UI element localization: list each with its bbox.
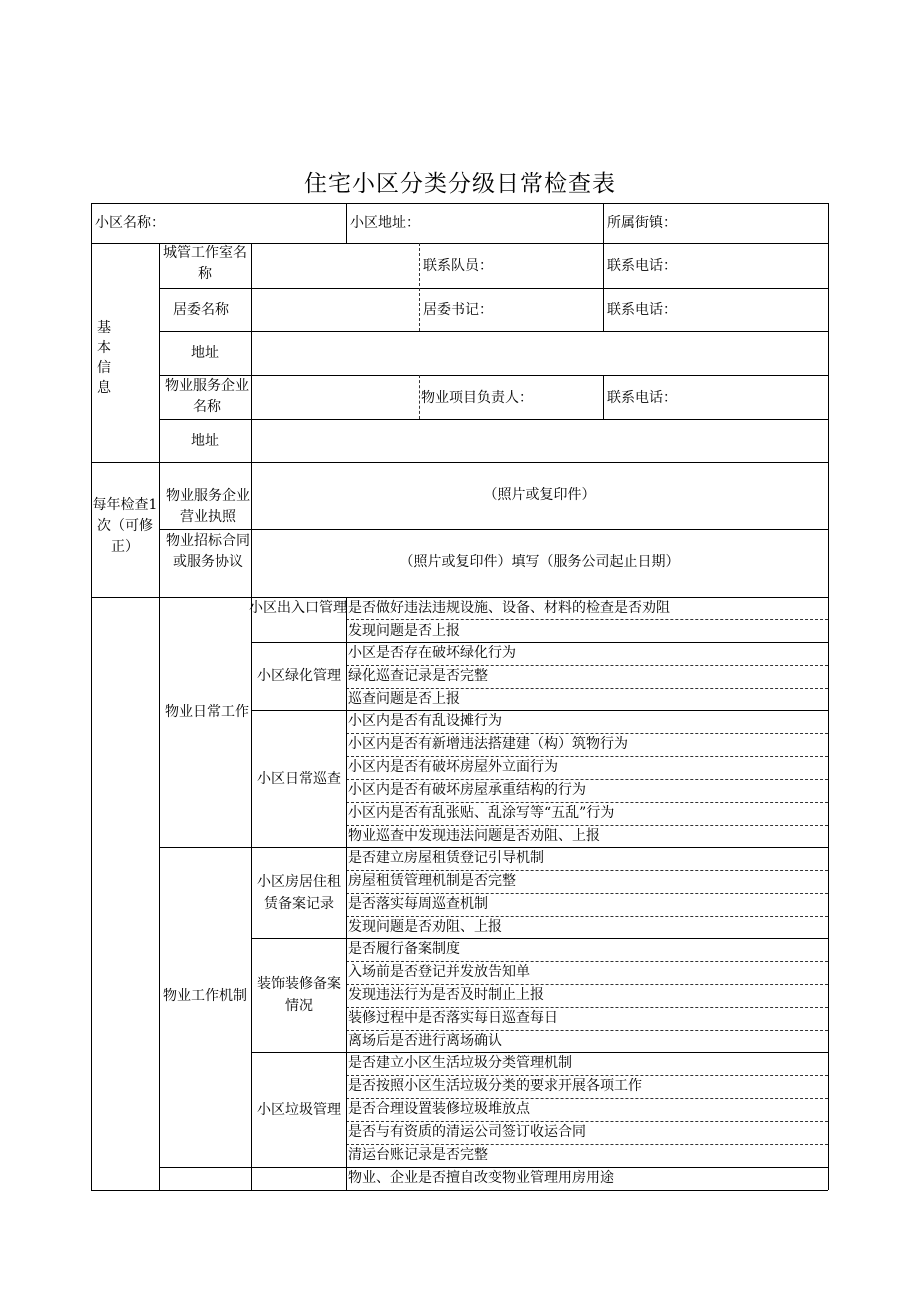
check-item: 物业巡查中发现违法问题是否劝阻、上报: [348, 828, 600, 844]
project-manager-label: 物业项目负责人：: [421, 390, 533, 406]
category-daily-work: 物业日常工作: [165, 704, 249, 720]
check-item: 小区是否存在破坏绿化行为: [348, 645, 516, 661]
check-item: 是否履行备案制度: [348, 941, 460, 957]
check-item: 是否与有资质的清运公司签订收运合同: [348, 1124, 586, 1140]
service-contract-note: （照片或复印件）填写（服务公司起止日期）: [399, 554, 680, 570]
contact-phone-label-1: 联系电话：: [607, 258, 677, 274]
sub-garbage-management: 小区垃圾管理: [257, 1102, 341, 1118]
office-name-label: 城管工作室名称: [163, 245, 247, 282]
property-company-label: 物业服务企业名称: [165, 378, 249, 415]
check-item: 发现违法行为是否及时制止上报: [348, 987, 544, 1003]
service-contract-label: 物业招标合同或服务协议: [166, 533, 250, 570]
check-item: 是否合理设置装修垃圾堆放点: [348, 1101, 530, 1117]
contact-phone-label-3: 联系电话：: [607, 390, 677, 406]
annual-check-section-label: 每年检查1次（可修正）: [92, 497, 158, 555]
check-item: 小区内是否有破坏房屋承重结构的行为: [348, 782, 586, 798]
committee-secretary-label: 居委书记：: [423, 302, 493, 318]
subdistrict-label: 所属街镇：: [607, 215, 677, 231]
page-title: 住宅小区分类分级日常检查表: [304, 171, 616, 197]
sub-entrance-management: 小区出入口管理: [249, 600, 347, 616]
check-item: 小区内是否有乱设摊行为: [348, 713, 502, 729]
check-item: 小区内是否有乱张贴、乱涂写等“五乱”行为: [348, 805, 615, 821]
check-item: 是否做好违法违规设施、设备、材料的检查是否劝阻: [348, 600, 670, 616]
community-name-label: 小区名称：: [95, 215, 165, 231]
category-work-mechanism: 物业工作机制: [163, 988, 247, 1004]
check-item: 离场后是否进行离场确认: [348, 1033, 502, 1049]
check-item: 入场前是否登记并发放告知单: [348, 964, 530, 980]
check-item: 巡查问题是否上报: [348, 691, 460, 707]
sub-greening-management: 小区绿化管理: [257, 668, 341, 684]
check-item: 物业、企业是否擅自改变物业管理用房用途: [348, 1170, 614, 1186]
business-license-note: （照片或复印件）: [483, 487, 596, 503]
check-item: 是否建立小区生活垃圾分类管理机制: [348, 1055, 572, 1071]
check-item: 是否按照小区生活垃圾分类的要求开展各项工作: [348, 1078, 642, 1094]
sub-decoration-record: 装饰装修备案情况: [257, 976, 341, 1014]
check-item: 房屋租赁管理机制是否完整: [348, 873, 516, 889]
check-item: 清运台账记录是否完整: [348, 1147, 488, 1163]
check-item: 发现问题是否上报: [348, 623, 460, 639]
check-item: 小区内是否有破坏房屋外立面行为: [348, 759, 558, 775]
sub-daily-patrol: 小区日常巡查: [257, 771, 341, 787]
community-address-label: 小区地址：: [350, 215, 420, 231]
check-item: 绿化巡查记录是否完整: [348, 668, 488, 684]
check-item: 是否建立房屋租赁登记引导机制: [348, 850, 544, 866]
check-item: 小区内是否有新增违法搭建建（构）筑物行为: [348, 736, 628, 752]
check-item: 装修过程中是否落实每日巡查每日: [348, 1010, 558, 1026]
check-item: 是否落实每周巡查机制: [348, 896, 488, 912]
contact-member-label: 联系队员：: [423, 258, 493, 274]
address-label-2: 地址: [191, 433, 219, 449]
sub-rental-record: 小区房居住租赁备案记录: [257, 874, 341, 912]
check-item: 发现问题是否劝阻、上报: [348, 919, 502, 935]
business-license-label: 物业服务企业营业执照: [166, 488, 250, 525]
contact-phone-label-2: 联系电话：: [607, 302, 677, 318]
address-label-1: 地址: [191, 345, 219, 361]
basic-info-section-label: 基本信息: [97, 320, 111, 396]
committee-name-label: 居委名称: [173, 302, 229, 318]
